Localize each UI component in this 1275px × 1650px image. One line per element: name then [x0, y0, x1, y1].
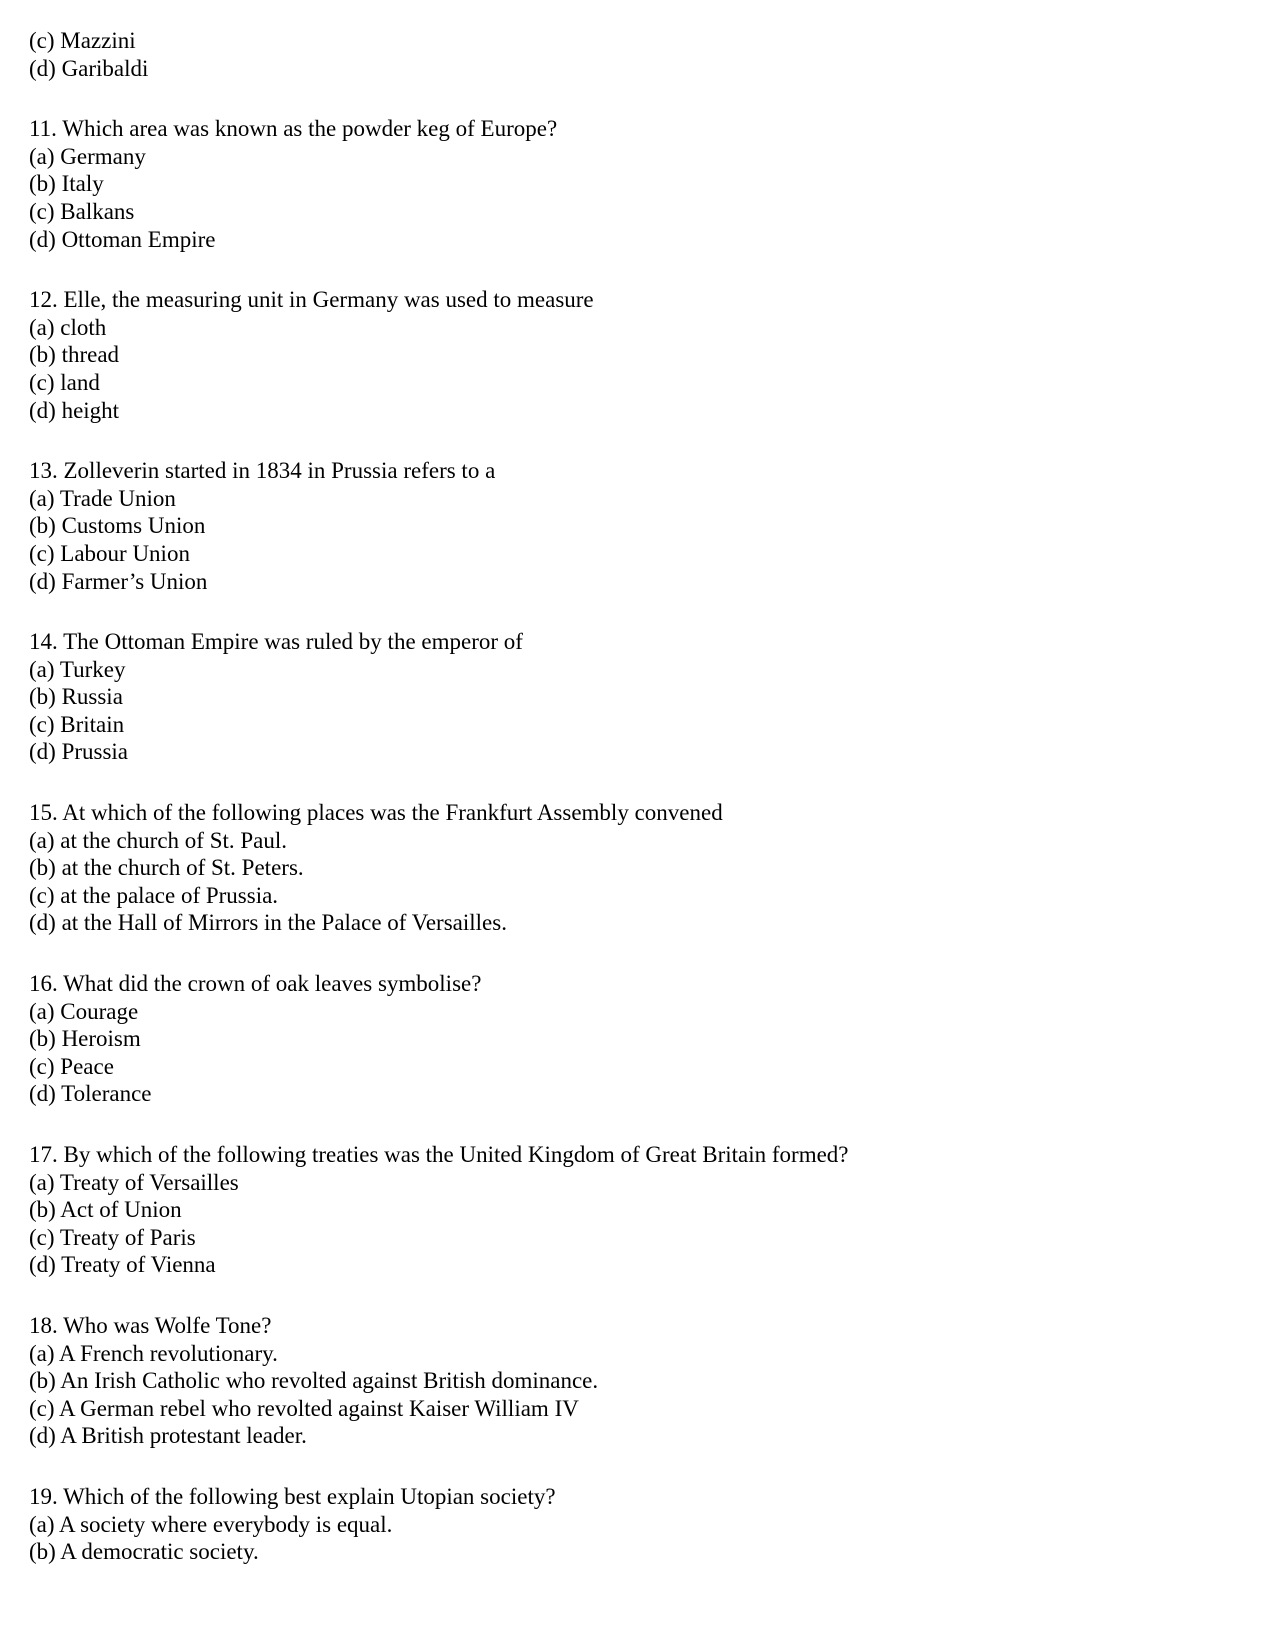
answer-option: (a) A society where everybody is equal. — [29, 1511, 393, 1537]
answer-option: (c) Britain — [29, 711, 125, 737]
answer-option: (a) cloth — [29, 314, 107, 340]
answer-option: (b) Customs Union — [29, 513, 206, 539]
question-text: 16. What did the crown of oak leaves symbolise? — [29, 971, 482, 997]
answer-option: (a) A French revolutionary. — [29, 1340, 278, 1366]
answer-option: (d) Farmer’s Union — [29, 568, 208, 594]
answer-option: (a) Treaty of Versailles — [29, 1169, 239, 1195]
answer-option: (b) A democratic society. — [29, 1539, 259, 1565]
question-14 — [29, 628, 1229, 766]
question-text: 13. Zolleverin started in 1834 in Prussia refers to a — [29, 458, 496, 484]
question-text: 12. Elle, the measuring unit in Germany was used to measure — [29, 287, 594, 313]
answer-option: (d) A British protestant leader. — [29, 1423, 307, 1449]
question-18 — [29, 1312, 1229, 1450]
answer-option: (b) Heroism — [29, 1026, 141, 1052]
question-17 — [29, 1141, 1229, 1279]
question-text: 14. The Ottoman Empire was ruled by the emperor of — [29, 629, 523, 655]
question-list — [29, 115, 1229, 1566]
answer-option: (b) Italy — [29, 171, 104, 197]
answer-option: (b) An Irish Catholic who revolted against British dominance. — [29, 1368, 599, 1394]
question-15 — [29, 799, 1229, 937]
option-c: (c) Mazzini — [29, 28, 136, 53]
answer-option: (d) Prussia — [29, 739, 129, 765]
option-d: (d) Garibaldi — [29, 55, 149, 81]
answer-option: (d) Tolerance — [29, 1081, 152, 1107]
answer-option: (c) at the palace of Prussia. — [29, 882, 279, 908]
answer-option: (c) Labour Union — [29, 540, 190, 566]
answer-option: (a) at the church of St. Paul. — [29, 827, 288, 853]
answer-option: (b) thread — [29, 342, 120, 368]
question-text: 17. By which of the following treaties was the United Kingdom of Great Britain formed? — [29, 1142, 849, 1167]
question-19 — [29, 1483, 1229, 1566]
document-page — [29, 27, 1229, 1566]
question-10-continued — [29, 27, 1229, 82]
answer-option: (a) Turkey — [29, 656, 126, 682]
question-text: 11. Which area was known as the powder keg of Europe? — [29, 116, 558, 142]
answer-option: (c) A German rebel who revolted against Kaiser William IV — [29, 1395, 579, 1421]
question-11 — [29, 115, 1229, 253]
answer-option: (c) Balkans — [29, 198, 135, 224]
question-12 — [29, 286, 1229, 424]
answer-option: (a) Germany — [29, 143, 146, 169]
question-text: 19. Which of the following best explain Utopian society? — [29, 1483, 556, 1509]
answer-option: (a) Courage — [29, 998, 139, 1024]
answer-option: (d) at the Hall of Mirrors in the Palace of Versailles. — [29, 910, 507, 936]
answer-option: (b) Act of Union — [29, 1197, 182, 1223]
question-16 — [29, 970, 1229, 1108]
answer-option: (c) Treaty of Paris — [29, 1224, 196, 1250]
answer-option: (d) Treaty of Vienna — [29, 1252, 216, 1278]
answer-option: (b) at the church of St. Peters. — [29, 855, 304, 881]
answer-option: (a) Trade Union — [29, 485, 176, 511]
answer-option: (b) Russia — [29, 684, 123, 710]
answer-option: (d) Ottoman Empire — [29, 226, 216, 252]
question-text: 15. At which of the following places was the Frankfurt Assembly convened — [29, 800, 723, 826]
answer-option: (d) height — [29, 397, 120, 423]
question-13 — [29, 457, 1229, 595]
answer-option: (c) Peace — [29, 1053, 114, 1079]
answer-option: (c) land — [29, 369, 100, 395]
question-text: 18. Who was Wolfe Tone? — [29, 1312, 272, 1338]
